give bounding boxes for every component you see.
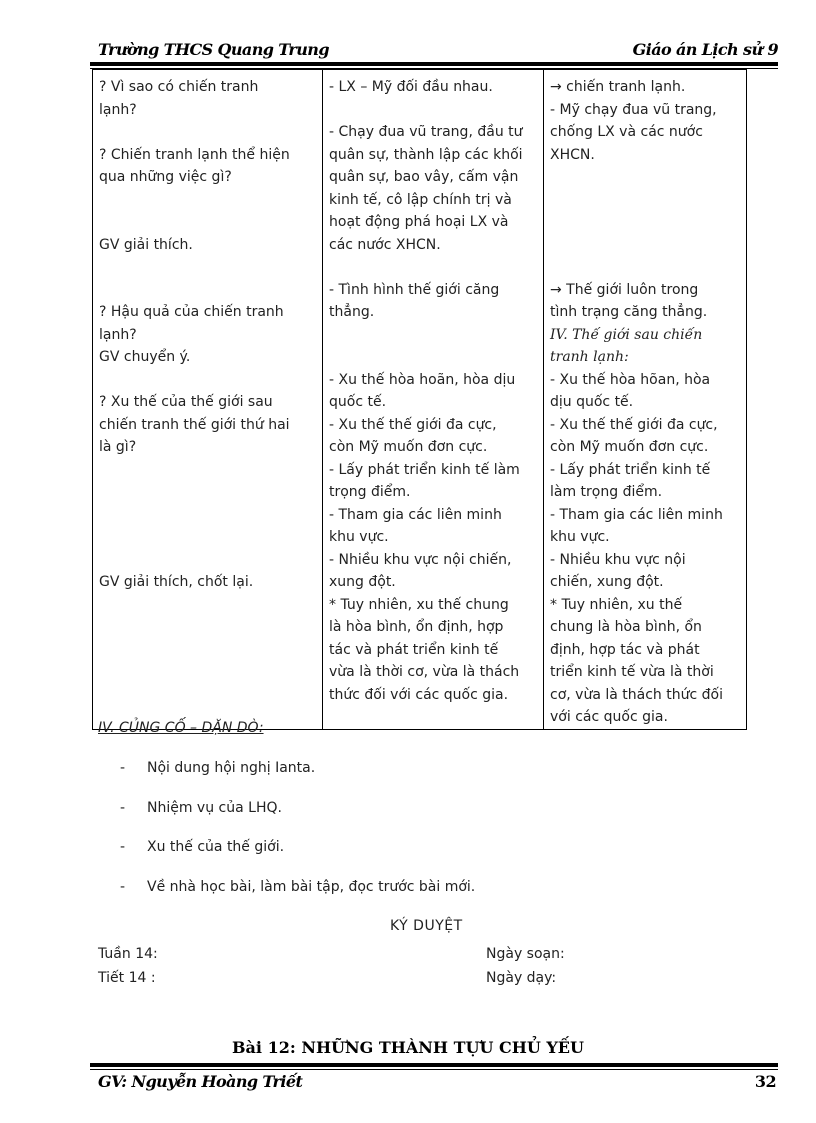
table-cell-line: qua những việc gì?	[99, 169, 232, 185]
table-cell-line: - Tham gia các liên minh	[329, 506, 502, 523]
table-cell-line: tranh lạnh:	[550, 349, 629, 365]
table-cell-line: cơ, vừa là thách thức đối	[550, 686, 723, 703]
table-cell-line: thẳng.	[329, 304, 375, 320]
table-cell-line	[329, 346, 538, 369]
table-cell-line	[329, 99, 538, 122]
table-cell-line: làm trọng điểm.	[550, 484, 663, 500]
table-cell-line: chung là hòa bình, ổn	[550, 619, 702, 635]
table-cell-line	[99, 504, 317, 527]
table-cell-line: - Xu thế thế giới đa cực,	[550, 416, 718, 433]
subject-title: Giáo án Lịch sử 9	[632, 40, 778, 59]
table-cell-line	[99, 526, 317, 549]
consolidation-list	[120, 760, 475, 919]
table-row	[93, 70, 747, 730]
table-cell-line: là hòa bình, ổn định, hợp	[329, 619, 504, 635]
table-cell-line: ? Chiến tranh lạnh thể hiện	[99, 146, 290, 163]
school-name: Trường THCS Quang Trung	[98, 40, 329, 59]
table-cell-line: định, hợp tác và phát	[550, 641, 700, 658]
table-cell-line	[99, 279, 317, 302]
table-cell-line: hoạt động phá hoại LX và	[329, 214, 509, 230]
list-item	[120, 760, 475, 800]
footer-rule-thin	[90, 1069, 778, 1070]
table-cell-line: chống LX và các nước	[550, 124, 703, 140]
table-cell-line: - Tình hình thế giới căng	[329, 281, 500, 298]
list-item-text: Xu thế của thế giới.	[147, 839, 285, 856]
table-cell-line: ? Vì sao có chiến tranh	[99, 79, 259, 95]
list-item	[120, 839, 475, 879]
bullet-marker: -	[120, 879, 126, 896]
table-cell-line	[550, 189, 741, 212]
table-cell-line: - Lấy phát triển kinh tế làm	[329, 461, 520, 478]
consolidation-heading: IV. CỦNG CỐ – DẶN DÒ:	[98, 720, 264, 736]
table-cell-line: kinh tế, cô lập chính trị và	[329, 191, 512, 208]
table-cell-line: - Chạy đua vũ trang, đầu tư	[329, 124, 523, 140]
table-cell-line: khu vực.	[550, 529, 610, 545]
teacher-questions-cell	[93, 70, 323, 730]
table-cell-line: chiến, xung đột.	[550, 574, 664, 590]
table-cell-line: lạnh?	[99, 101, 137, 118]
list-item-text: Nội dung hội nghị Ianta.	[147, 760, 316, 776]
list-item-text: Về nhà học bài, làm bài tập, đọc trước bài mới.	[147, 879, 476, 896]
table-cell-line	[99, 369, 317, 392]
table-cell-line: - Lấy phát triển kinh tế	[550, 461, 711, 478]
table-cell-line: là gì?	[99, 439, 137, 455]
page-footer	[98, 1072, 778, 1094]
table-cell-line: khu vực.	[329, 529, 389, 545]
table-cell-line: quân sự, thành lập các khối	[329, 146, 523, 163]
approval-heading: KÝ DUYỆT	[390, 918, 463, 934]
table-cell-line: - Tham gia các liên minh	[550, 506, 723, 523]
table-cell-line: lạnh?	[99, 326, 137, 343]
table-cell-line	[550, 166, 741, 189]
table-cell-line	[329, 256, 538, 279]
table-cell-line	[99, 211, 317, 234]
week-label: Tuần 14:	[98, 946, 158, 962]
table-cell-line: quân sự, bao vây, cấm vận	[329, 169, 519, 185]
bullet-marker: -	[120, 839, 126, 856]
table-cell-line: ? Xu thế của thế giới sau	[99, 394, 273, 410]
page-number: 32	[754, 1072, 776, 1091]
table-cell-line: * Tuy nhiên, xu thế	[550, 596, 683, 613]
prepared-date-label: Ngày soạn:	[486, 946, 565, 962]
lesson-content-cell	[544, 70, 747, 730]
table-cell-line	[329, 324, 538, 347]
table-cell-line	[550, 256, 741, 279]
table-cell-line: vừa là thời cơ, vừa là thách	[329, 664, 520, 680]
table-cell-line: - Xu thế thế giới đa cực,	[329, 416, 497, 433]
table-cell-line: - Nhiều khu vực nội chiến,	[329, 551, 512, 568]
table-cell-line: tình trạng căng thẳng.	[550, 304, 708, 320]
table-cell-line	[99, 459, 317, 482]
student-activity-cell	[323, 70, 544, 730]
taught-date-label: Ngày dạy:	[486, 970, 557, 986]
period-label: Tiết 14 :	[98, 970, 156, 986]
table-cell-line: với các quốc gia.	[550, 709, 668, 725]
table-cell-line: GV giải thích.	[99, 236, 193, 253]
bullet-marker: -	[120, 799, 126, 816]
table-cell-line	[550, 234, 741, 257]
table-cell-line: - LX – Mỹ đối đầu nhau.	[329, 79, 493, 95]
teacher-name: GV: Nguyễn Hoàng Triết	[98, 1072, 303, 1091]
table-cell-line: GV chuyển ý.	[99, 349, 191, 365]
table-cell-line: triển kinh tế vừa là thời	[550, 664, 714, 680]
table-cell-line: - Xu thế hòa hõan, hòa	[550, 371, 711, 388]
table-cell-line: trọng điểm.	[329, 484, 411, 500]
list-item	[120, 879, 475, 919]
table-cell-line: các nước XHCN.	[329, 236, 441, 253]
table-cell-line: còn Mỹ muốn đơn cực.	[329, 439, 488, 455]
page-header	[98, 38, 778, 64]
table-cell-line: thức đối với các quốc gia.	[329, 686, 509, 703]
list-item-text: Nhiệm vụ của LHQ.	[147, 799, 282, 816]
bullet-marker: -	[120, 760, 126, 776]
header-rule	[90, 62, 778, 66]
table-cell-line: còn Mỹ muốn đơn cực.	[550, 439, 709, 455]
table-cell-line: quốc tế.	[329, 394, 387, 410]
table-cell-line	[99, 189, 317, 212]
table-cell-line: ? Hậu quả của chiến tranh	[99, 304, 284, 320]
table-cell-line	[99, 481, 317, 504]
table-cell-line: tác và phát triển kinh tế	[329, 641, 499, 658]
table-cell-line: - Nhiều khu vực nội	[550, 551, 686, 568]
table-cell-line: → Thế giới luôn trong	[550, 281, 699, 298]
table-cell-line	[99, 121, 317, 144]
table-cell-line: xung đột.	[329, 574, 396, 590]
table-cell-line: IV. Thế giới sau chiến	[550, 326, 703, 343]
table-cell-line: XHCN.	[550, 146, 595, 163]
table-cell-line: chiến tranh thế giới thứ hai	[99, 416, 290, 433]
list-item	[120, 800, 475, 840]
table-cell-line: dịu quốc tế.	[550, 394, 634, 410]
lesson-table	[92, 69, 747, 730]
table-cell-line: - Xu thế hòa hoãn, hòa dịu	[329, 371, 516, 388]
table-cell-line: * Tuy nhiên, xu thế chung	[329, 596, 509, 613]
footer-rule	[90, 1063, 778, 1067]
table-cell-line	[99, 549, 317, 572]
table-cell-line: GV giải thích, chốt lại.	[99, 574, 254, 590]
table-cell-line: - Mỹ chạy đua vũ trang,	[550, 101, 717, 118]
table-cell-line	[550, 211, 741, 234]
next-lesson-title: Bài 12: NHỮNG THÀNH TỰU CHỦ YẾU	[232, 1038, 584, 1057]
table-cell-line	[99, 256, 317, 279]
table-cell-line: → chiến tranh lạnh.	[550, 79, 686, 95]
